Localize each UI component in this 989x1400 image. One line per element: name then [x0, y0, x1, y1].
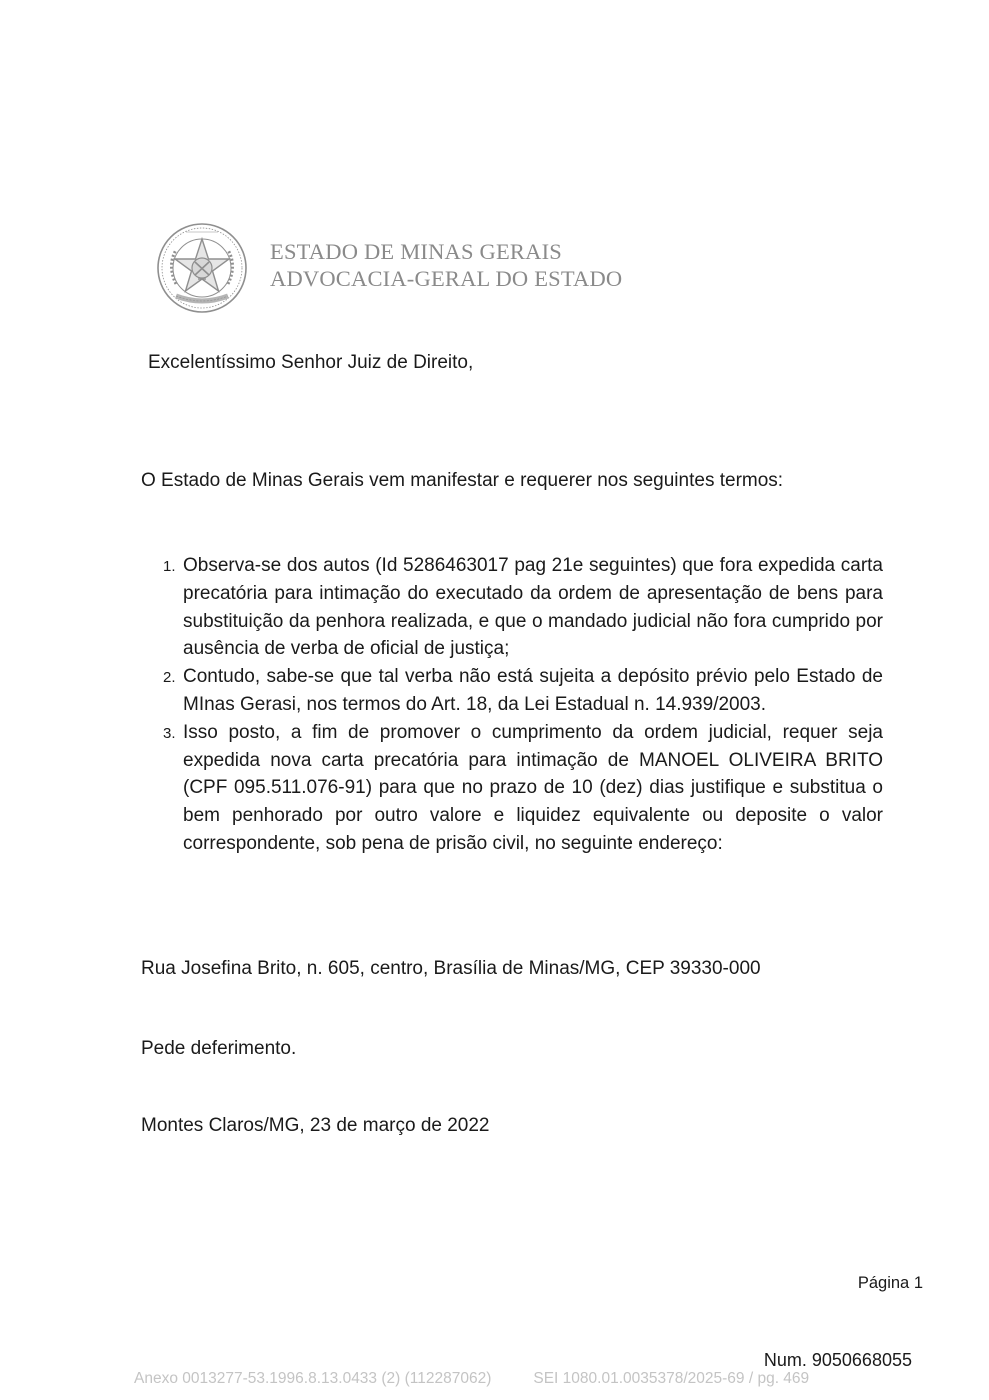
coat-of-arms-seal-icon [156, 222, 248, 314]
document-number: Num. 9050668055 [763, 1350, 912, 1370]
salutation: Excelentíssimo Senhor Juiz de Direito, [148, 352, 474, 373]
intro-paragraph: O Estado de Minas Gerais vem manifestar e requerer nos seguintes termos: [141, 470, 784, 491]
list-item-text: Observa-se dos autos (Id 5286463017 pag 21e seguintes) que fora expedida carta precatória para intimação do executado da ordem de apresentação de bens para substituição da penhora realizada, e que o mandado judicial não fora cumprido por ausência de verba de oficial de justiça; [183, 555, 883, 660]
numbered-requests-list [141, 552, 883, 858]
place-and-date: Montes Claros/MG, 23 de março de 2022 [141, 1115, 490, 1136]
list-item [141, 719, 883, 858]
list-item-number: 2. [163, 669, 176, 687]
footer-watermark [134, 1369, 809, 1389]
letterhead [156, 222, 676, 314]
list-item [141, 663, 883, 719]
page-number: Página 1 [857, 1274, 923, 1292]
list-item-number: 3. [163, 724, 176, 742]
list-item-text: Isso posto, a fim de promover o cumprimento da ordem judicial, requer seja expedida nova carta precatória para intimação de MANOEL OLIVEIRA BRITO (CPF 095.511.076-91) para que no prazo de 10 (dez) dias justifique e substitua o bem penhorado por outro valore e liquidez equivalente ou deposite o valor correspondente, sob pena de prisão civil, no seguinte endereço: [183, 721, 883, 854]
list-item-text: Contudo, sabe-se que tal verba não está sujeita a depósito prévio pelo Estado de MInas Gerasi, nos termos do Art. 18, da Lei Estadual n. 14.939/2003. [183, 666, 883, 715]
list-item [141, 552, 883, 663]
letterhead-line-1: ESTADO DE MINAS GERAIS [270, 239, 562, 264]
letterhead-line-2: ADVOCACIA-GERAL DO ESTADO [270, 266, 623, 291]
organization-name [270, 238, 622, 292]
list-item-number: 1. [163, 558, 176, 575]
address-line: Rua Josefina Brito, n. 605, centro, Brasília de Minas/MG, CEP 39330-000 [141, 958, 761, 979]
closing-request: Pede deferimento. [141, 1038, 297, 1059]
footer-sei-reference: SEI 1080.01.0035378/2025-69 / pg. 469 [533, 1370, 810, 1387]
footer-annex-reference: Anexo 0013277-53.1996.8.13.0433 (2) (112287062) [134, 1370, 492, 1387]
